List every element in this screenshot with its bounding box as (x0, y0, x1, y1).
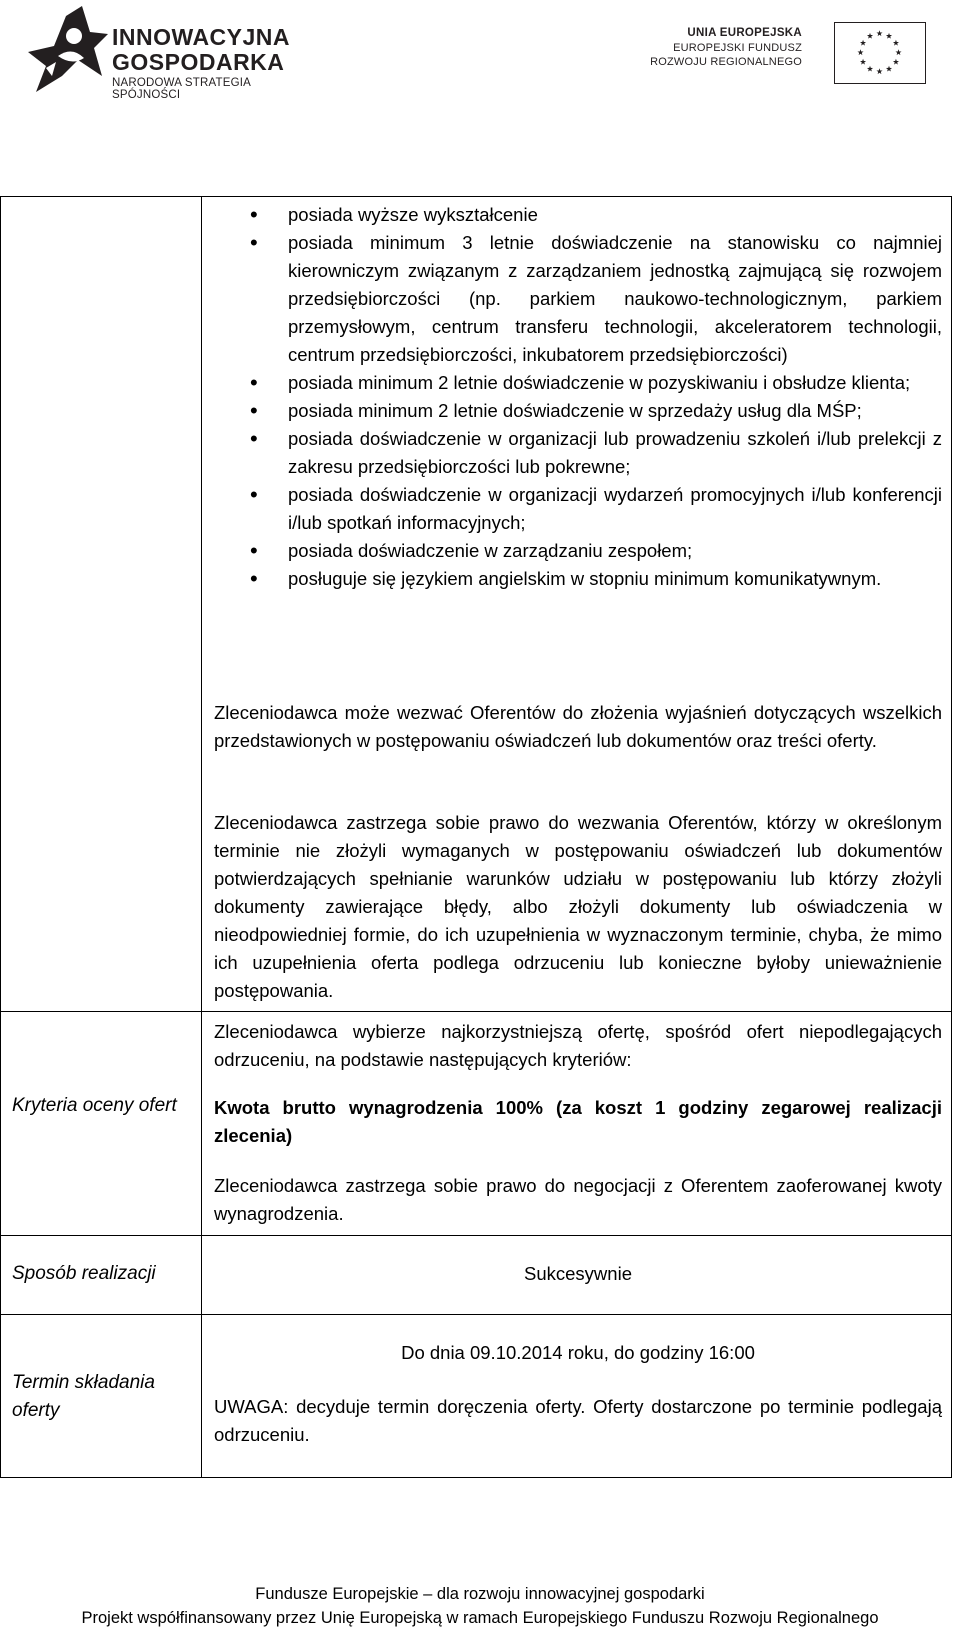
row-content-cell (201, 1314, 952, 1478)
negotiation-paragraph: Zleceniodawca zastrzega sobie prawo do negocjacji z Oferentem zaoferowanej kwoty wynagrodzenia. (214, 1175, 942, 1224)
footer-line2: Projekt współfinansowany przez Unię Europejską w ramach Europejskiego Funduszu Rozwoju Regionalnego (81, 1609, 879, 1627)
eu-star-icon (886, 33, 892, 39)
table-row-deadline (0, 1314, 952, 1478)
eu-star-icon (867, 66, 873, 72)
ig-star-emblem-icon (28, 6, 108, 92)
list-item: • posiada doświadczenie w organizacji wydarzeń promocyjnych i/lub konferencji i/lub spotkań informacyjnych; (214, 481, 942, 537)
eu-star-icon (857, 49, 863, 55)
eu-logo (650, 22, 932, 92)
eu-logo-line3: ROZWOJU REGIONALNEGO (650, 56, 802, 68)
row-label-cell (0, 1011, 202, 1236)
eu-star-icon (860, 59, 866, 65)
row-content-cell (201, 1235, 952, 1315)
eu-flag-icon (834, 22, 926, 84)
supplement-paragraph: Zleceniodawca zastrzega sobie prawo do wezwania Oferentów, którzy w określonym terminie nie złożyli wymaganych w postępowaniu oświadczeń lub dokumentów potwierdzających spełnianie warunków udziału w postępowaniu lub którzy złożyli dokumenty zawierające błędy, albo złożyli dokumenty lub oświadczenia w nieodpowiedniej formie, do ich uzupełnienia w wyznaczonym terminie, chyba, że mimo ich uzupełnienia oferta podlega odrzuceniu lub konieczne byłoby unieważnienie postępowania. (214, 812, 942, 1001)
eu-star-icon (860, 40, 866, 46)
eu-star-icon (876, 68, 882, 74)
list-item: • posiada minimum 2 letnie doświadczenie w sprzedaży usług dla MŚP; (214, 397, 942, 425)
list-item: • posiada wyższe wykształcenie (214, 201, 942, 229)
eu-star-icon (893, 59, 899, 65)
table-row-requirements (0, 196, 952, 1012)
list-item: • posiada doświadczenie w zarządzaniu zespołem; (214, 537, 942, 565)
row-label-cell (0, 1314, 202, 1478)
eu-star-icon (893, 40, 899, 46)
eu-star-icon (895, 49, 901, 55)
row-content-cell (201, 196, 952, 1012)
table-row-execution (0, 1235, 952, 1315)
execution-value: Sukcesywnie (524, 1263, 632, 1284)
criteria-label: Kryteria oceny ofert (12, 1095, 177, 1116)
row-label-cell (0, 1235, 202, 1315)
eu-logo-line1: UNIA EUROPEJSKA (687, 27, 802, 39)
explanations-paragraph: Zleceniodawca może wezwać Oferentów do złożenia wyjaśnień dotyczących wszelkich przedstawionych w postępowaniu oświadczeń lub dokumentów oraz treści oferty. (214, 702, 942, 751)
deadline-notice: UWAGA: decyduje termin doręczenia oferty. Oferty dostarczone po terminie podlegają odrzuceniu. (214, 1396, 942, 1445)
deadline-label: Termin składania oferty (12, 1372, 155, 1421)
list-item: • posługuje się językiem angielskim w stopniu minimum komunikatywnym. (214, 565, 942, 593)
eu-star-icon (867, 33, 873, 39)
innowacyjna-gospodarka-logo (28, 6, 308, 101)
table-row-criteria (0, 1011, 952, 1236)
list-item: • posiada minimum 3 letnie doświadczenie na stanowisku co najmniej kierowniczym związanym z zarządzaniem jednostką zajmującą się rozwojem przedsiębiorczości (np. parkiem naukowo-technologicznym, parkiem przemysłowym, centrum transferu technologii, akceleratorem technologii, centrum przedsiębiorczości, inkubatorem przedsiębiorczości) (214, 229, 942, 369)
page-header (0, 0, 960, 110)
eu-star-icon (886, 66, 892, 72)
criteria-item: Kwota brutto wynagrodzenia 100% (za koszt 1 godziny zegarowej realizacji zlecenia) (214, 1097, 942, 1146)
list-item: • posiada doświadczenie w organizacji lub prowadzeniu szkoleń i/lub prelekcji z zakresu przedsiębiorczości lub pokrewne; (214, 425, 942, 481)
ig-logo-line2: GOSPODARKA (112, 49, 285, 75)
requirements-list (214, 201, 942, 593)
row-label-cell (0, 196, 202, 1012)
row-content-cell (201, 1011, 952, 1236)
eu-star-icon (876, 30, 882, 36)
execution-label: Sposób realizacji (12, 1263, 156, 1284)
footer-line1: Fundusze Europejskie – dla rozwoju innowacyjnej gospodarki (255, 1585, 705, 1603)
eu-logo-line2: EUROPEJSKI FUNDUSZ (673, 42, 802, 54)
ig-logo-line3: NARODOWA STRATEGIA SPÓJNOŚCI (112, 77, 251, 101)
page-footer (0, 1582, 960, 1630)
deadline-date: Do dnia 09.10.2014 roku, do godziny 16:00 (401, 1342, 755, 1363)
list-item: • posiada minimum 2 letnie doświadczenie w pozyskiwaniu i obsłudze klienta; (214, 369, 942, 397)
ig-logo-line1: INNOWACYJNA (112, 24, 291, 50)
criteria-intro-paragraph: Zleceniodawca wybierze najkorzystniejszą ofertę, spośród ofert niepodlegających odrzuceniu, na podstawie następujących kryteriów: (214, 1021, 942, 1070)
